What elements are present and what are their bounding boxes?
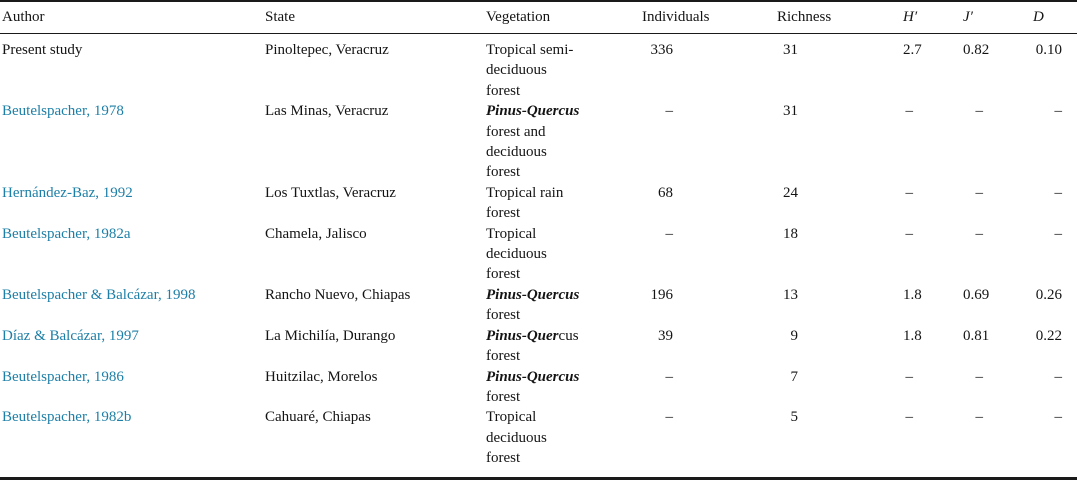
- h-cell: –: [905, 225, 913, 242]
- vegetation-line: Tropical semi-: [486, 42, 574, 58]
- table-row: [0, 224, 1077, 285]
- vegetation-cell: [486, 183, 642, 224]
- vegetation-line: Tropical: [486, 409, 537, 426]
- author-cell: [0, 101, 265, 183]
- j-cell: –: [975, 184, 983, 201]
- state-cell: Los Tuxtlas, Veracruz: [265, 184, 396, 201]
- vegetation-line: forest: [486, 266, 521, 283]
- vegetation-line: Tropical rain: [486, 184, 564, 201]
- d-cell: –: [1054, 409, 1062, 426]
- vegetation-line: forest and: [486, 123, 546, 140]
- individuals-cell: 336: [650, 42, 673, 58]
- individuals-cell: 68: [658, 184, 673, 201]
- individuals-cell: –: [665, 409, 673, 426]
- author-reference-link[interactable]: Beutelspacher, 1978: [2, 103, 124, 120]
- d-cell: 0.10: [1035, 42, 1062, 58]
- d-cell: –: [1054, 225, 1062, 242]
- vegetation-line: Pinus-Quercus: [486, 103, 580, 120]
- vegetation-line: forest: [486, 205, 521, 222]
- vegetation-line: Pinus-Quercus: [486, 368, 580, 385]
- state-cell: Rancho Nuevo, Chiapas: [265, 286, 411, 303]
- column-header-richness: Richness: [777, 9, 832, 25]
- column-header-individuals: Individuals: [642, 9, 710, 25]
- vegetation-line: forest: [486, 348, 521, 365]
- j-cell: 0.82: [963, 42, 990, 58]
- column-header-h: H′: [903, 9, 918, 25]
- state-cell: Pinoltepec, Veracruz: [265, 42, 389, 58]
- vegetation-line: forest: [486, 450, 521, 467]
- author-cell: [0, 407, 265, 468]
- vegetation-line: forest: [486, 388, 521, 405]
- author-cell: [0, 285, 265, 326]
- vegetation-cell: [486, 285, 642, 326]
- vegetation-cell: [486, 101, 642, 183]
- vegetation-line: deciduous: [486, 144, 547, 161]
- column-header-author: Author: [2, 9, 45, 25]
- d-cell: –: [1054, 368, 1062, 385]
- richness-cell: 5: [790, 409, 798, 426]
- individuals-cell: –: [665, 368, 673, 385]
- j-cell: –: [975, 225, 983, 242]
- table-row: [0, 326, 1077, 367]
- table-row: [0, 183, 1077, 224]
- state-cell: Las Minas, Veracruz: [265, 103, 389, 120]
- h-cell: –: [905, 409, 913, 426]
- d-cell: –: [1054, 184, 1062, 201]
- richness-cell: 7: [790, 368, 798, 385]
- j-cell: –: [975, 409, 983, 426]
- table-body: [0, 34, 1077, 477]
- j-cell: 0.81: [963, 327, 990, 344]
- h-cell: –: [905, 184, 913, 201]
- j-cell: 0.69: [963, 286, 990, 303]
- column-header-d: D: [1033, 9, 1044, 25]
- author-cell: [0, 183, 265, 224]
- individuals-cell: 39: [658, 327, 673, 344]
- richness-cell: 31: [783, 42, 798, 58]
- author-reference-link[interactable]: Díaz & Balcázar, 1997: [2, 327, 139, 344]
- table-row: [0, 40, 1077, 101]
- table-row: [0, 407, 1077, 468]
- column-header-vegetation: Vegetation: [486, 9, 551, 25]
- table-header-row: [0, 2, 1077, 34]
- h-cell: 1.8: [903, 327, 922, 344]
- vegetation-cell: [486, 407, 642, 468]
- state-cell: Chamela, Jalisco: [265, 225, 367, 242]
- state-cell: Cahuaré, Chiapas: [265, 409, 371, 426]
- richness-cell: 31: [783, 103, 798, 120]
- h-cell: –: [905, 103, 913, 120]
- author-cell: [0, 40, 265, 101]
- author-reference-link[interactable]: Beutelspacher, 1986: [2, 368, 124, 385]
- d-cell: 0.26: [1035, 286, 1062, 303]
- richness-cell: 24: [783, 184, 798, 201]
- author-reference-link[interactable]: Beutelspacher & Balcázar, 1998: [2, 286, 196, 303]
- h-cell: 2.7: [903, 42, 922, 58]
- vegetation-line: Pinus-Quercus: [486, 286, 580, 303]
- state-cell: La Michilía, Durango: [265, 327, 396, 344]
- individuals-cell: –: [665, 225, 673, 242]
- state-cell: Huitzilac, Morelos: [265, 368, 378, 385]
- author-reference-link[interactable]: Hernández-Baz, 1992: [2, 184, 133, 201]
- author-reference-link[interactable]: Beutelspacher, 1982a: [2, 225, 131, 242]
- richness-cell: 9: [790, 327, 798, 344]
- vegetation-line: deciduous: [486, 246, 547, 263]
- richness-cell: 18: [783, 225, 798, 242]
- table-row: [0, 367, 1077, 408]
- author-cell: [0, 367, 265, 408]
- vegetation-line: Tropical: [486, 225, 537, 242]
- h-cell: –: [905, 368, 913, 385]
- author-cell: [0, 224, 265, 285]
- vegetation-cell: [486, 367, 642, 408]
- h-cell: 1.8: [903, 286, 922, 303]
- individuals-cell: 196: [650, 286, 673, 303]
- column-header-state: State: [265, 9, 295, 25]
- d-cell: –: [1054, 103, 1062, 120]
- j-cell: –: [975, 368, 983, 385]
- vegetation-line: deciduous: [486, 62, 547, 79]
- table-row: [0, 285, 1077, 326]
- j-cell: –: [975, 103, 983, 120]
- vegetation-line: forest: [486, 164, 521, 181]
- author-reference-link[interactable]: Beutelspacher, 1982b: [2, 409, 132, 426]
- vegetation-line: deciduous: [486, 429, 547, 446]
- vegetation-line: forest: [486, 82, 521, 99]
- column-header-j: J′: [963, 9, 973, 25]
- vegetation-cell: [486, 326, 642, 367]
- richness-cell: 13: [783, 286, 798, 303]
- author-cell: [0, 326, 265, 367]
- table-row: [0, 101, 1077, 183]
- author-text: Present study: [2, 42, 83, 58]
- individuals-cell: –: [665, 103, 673, 120]
- vegetation-cell: [486, 40, 642, 101]
- vegetation-line: Pinus-Quercus: [486, 327, 579, 344]
- vegetation-cell: [486, 224, 642, 285]
- d-cell: 0.22: [1035, 327, 1062, 344]
- vegetation-line: forest: [486, 307, 521, 324]
